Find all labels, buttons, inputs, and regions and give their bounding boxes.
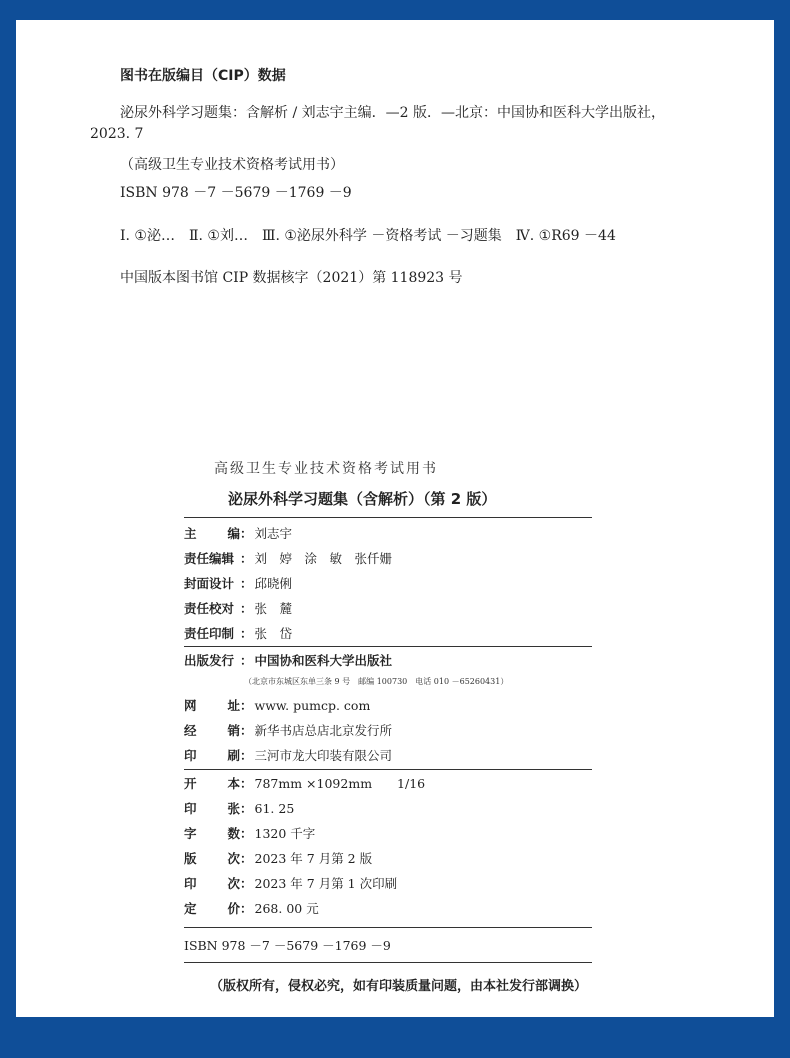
word-count-row: 字 数 ： 1320 千字: [184, 826, 316, 841]
print-manager-value: 张 岱: [254, 626, 293, 641]
responsible-editor-row: 责任编辑 ： 刘 婷 涂 敏 张仟姗: [184, 551, 393, 566]
cover-design-value: 邱晓俐: [254, 576, 293, 591]
proofreader-value: 张 麓: [254, 601, 293, 616]
cover-design-label: 封面设计: [184, 576, 235, 591]
print-manager-row: 责任印制 ： 张 岱: [184, 626, 293, 641]
edition-row: 版 次 ： 2023 年 7 月第 2 版: [184, 851, 373, 866]
printer-row: 印 刷 ： 三河市龙大印装有限公司: [184, 748, 393, 763]
divider: [184, 646, 592, 647]
colophon-book-title: 泌尿外科学习题集（含解析）（第 2 版）: [228, 490, 497, 508]
cip-classification: Ⅰ. ①泌… Ⅱ. ①刘… Ⅲ. ①泌尿外科学 －资格考试 －习题集 Ⅳ. ①R69 －44: [120, 228, 616, 244]
proofreader-label: 责任校对: [184, 601, 235, 616]
cip-data-number: 中国版本图书馆 CIP 数据核字（2021）第 118923 号: [120, 270, 463, 286]
divider: [184, 927, 592, 928]
printing-row: 印 次 ： 2023 年 7 月第 1 次印刷: [184, 876, 398, 891]
colophon-series: 高级卫生专业技术资格考试用书: [214, 461, 438, 477]
website-row: 网 址 ： www. pumcp. com: [184, 697, 371, 713]
website-label: 网 址: [184, 698, 240, 713]
edition-value: 2023 年 7 月第 2 版: [254, 851, 373, 866]
price-value: 268. 00 元: [254, 901, 319, 916]
cip-main-entry: 泌尿外科学习题集：含解析 / 刘志宇主编．—2 版．—北京：中国协和医科大学出版社，: [120, 105, 665, 121]
proofreader-row: 责任校对 ： 张 麓: [184, 601, 293, 616]
format-label: 开 本: [184, 776, 240, 791]
edition-label: 版 次: [184, 851, 240, 866]
editor-label: 主 编: [184, 526, 240, 541]
publisher-row: 出版发行 ： 中国协和医科大学出版社: [184, 653, 393, 668]
cip-date: 2023. 7: [90, 126, 144, 142]
printer-label: 印 刷: [184, 748, 240, 763]
editor-row: 主 编 ： 刘志宇: [184, 526, 293, 541]
cip-title: 图书在版编目（CIP）数据: [120, 68, 286, 84]
word-count-label: 字 数: [184, 826, 240, 841]
copyright-page: [16, 20, 774, 1017]
responsible-editor-value: 刘 婷 涂 敏 张仟姗: [254, 551, 393, 566]
colophon-isbn: ISBN 978 －7 －5679 －1769 －9: [184, 938, 391, 953]
sheets-value: 61. 25: [254, 800, 295, 816]
sheets-label: 印 张: [184, 801, 240, 816]
printer-value: 三河市龙大印装有限公司: [254, 748, 393, 763]
divider: [184, 962, 592, 963]
publisher-value: 中国协和医科大学出版社: [254, 653, 393, 668]
price-label: 定 价: [184, 901, 240, 916]
publisher-address: （北京市东城区东单三条 9 号 邮编 100730 电话 010 －65260431）: [244, 677, 509, 686]
cover-design-row: 封面设计 ： 邱晓俐: [184, 576, 293, 591]
word-count-value: 1320 千字: [254, 826, 316, 841]
format-row: 开 本 ： 787mm ×1092mm 1/16: [184, 776, 426, 791]
website-value: www. pumcp. com: [254, 697, 371, 713]
distributor-label: 经 销: [184, 723, 240, 738]
price-row: 定 价 ： 268. 00 元: [184, 901, 319, 916]
cip-series: （高级卫生专业技术资格考试用书）: [120, 157, 344, 173]
distributor-value: 新华书店总店北京发行所: [254, 723, 393, 738]
divider: [184, 769, 592, 770]
responsible-editor-label: 责任编辑: [184, 551, 235, 566]
distributor-row: 经 销 ： 新华书店总店北京发行所: [184, 723, 393, 738]
copyright-notice: （版权所有，侵权必究，如有印装质量问题，由本社发行部调换）: [210, 979, 588, 994]
sheets-row: 印 张 ： 61. 25: [184, 800, 295, 816]
divider: [184, 517, 592, 518]
printing-value: 2023 年 7 月第 1 次印刷: [254, 876, 398, 891]
print-manager-label: 责任印制: [184, 626, 235, 641]
printing-label: 印 次: [184, 876, 240, 891]
editor-value: 刘志宇: [254, 526, 293, 541]
format-value: 787mm ×1092mm 1/16: [254, 776, 426, 791]
publisher-label: 出版发行: [184, 653, 235, 668]
cip-isbn: ISBN 978 －7 －5679 －1769 －9: [120, 185, 352, 201]
